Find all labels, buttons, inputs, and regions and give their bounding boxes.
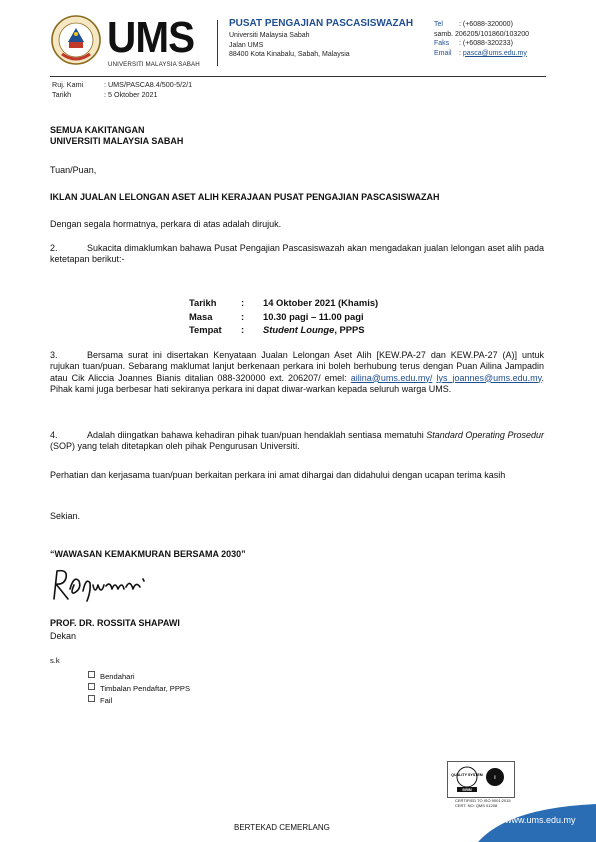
detail-time-value: 10.30 pagi – 11.00 pagi	[263, 310, 364, 322]
detail-colon-1: :	[241, 297, 245, 308]
cert-sirim-label: SIRIM	[462, 788, 472, 792]
checkbox-icon	[88, 671, 95, 678]
para-2-number: 2.	[50, 243, 58, 253]
ums-crest-logo	[50, 12, 102, 70]
detail-place-rest: , PPPS	[334, 324, 365, 335]
detail-place-label: Tempat	[189, 324, 222, 335]
contact-block	[434, 20, 529, 58]
checkbox-icon	[88, 695, 95, 702]
paragraph-3	[50, 350, 544, 395]
intro-paragraph: Dengan segala hormatnya, perkara di atas adalah dirujuk.	[50, 219, 282, 229]
email-ailina-link[interactable]: ailina@ums.edu.my/	[350, 372, 433, 383]
detail-date-label: Tarikh	[189, 297, 217, 308]
ums-logo-wordmark: UMS	[107, 13, 195, 62]
header-divider	[217, 20, 218, 66]
cc-item	[88, 695, 190, 707]
para-3-number: 3.	[50, 350, 58, 360]
cert-line-2: CERT. NO: QMS 01208	[455, 803, 498, 808]
tel-label: Tel	[434, 21, 443, 28]
institution-address	[229, 31, 350, 60]
ums-logo-subtext: UNIVERSITI MALAYSIA SABAH	[108, 61, 200, 68]
para-4-number: 4.	[50, 430, 58, 440]
fax-label: Faks	[434, 40, 450, 47]
cc-item-label: Bendahari	[100, 672, 135, 681]
email-separator: :	[459, 49, 461, 57]
footer-website-link[interactable]: www.ums.edu.my	[505, 815, 576, 825]
checkbox-icon	[88, 683, 95, 690]
footer-slogan: BERTEKAD CEMERLANG	[234, 823, 330, 832]
closing-paragraph: Perhatian dan kerjasama tuan/puan berkaitan perkara ini amat dihargai dan didahului dengan ucapan terima kasih	[50, 470, 506, 480]
signatory-title: Dekan	[50, 631, 77, 641]
ext-label: samb.	[434, 30, 454, 38]
ruj-value: : UMS/PASCA8.4/500-5/2/1	[104, 80, 193, 89]
date-label: Tarikh	[52, 89, 72, 99]
motto-text: “WAWASAN KEMAKMURAN BERSAMA 2030”	[50, 549, 246, 559]
email-link[interactable]: pasca@ums.edu.my	[462, 49, 527, 57]
address-line-1: Universiti Malaysia Sabah	[229, 32, 310, 39]
detail-colon-3: :	[241, 324, 245, 335]
cert-line-1: CERTIFIED TO ISO 9001:2015	[455, 798, 511, 803]
detail-place-italic: Student Lounge	[263, 324, 335, 335]
email-label: Email	[434, 49, 452, 57]
date-value: : 5 Oktober 2021	[104, 89, 158, 99]
cert-quality-label: QUALITY SYSTEM	[451, 773, 483, 777]
para-3-text-2: . Pihak kami juga berbesar hati sekiranya perkara ini dapat diwar-warkan kepada seluruh warga UMS.	[50, 372, 544, 394]
para-2-text: Sukacita dimaklumkan bahawa Pusat Pengajian Pascasiswazah akan mengadakan jualan lelongan aset alih pada ketetapan berikut:-	[50, 243, 544, 265]
reference-block	[52, 80, 192, 99]
header-rule	[50, 76, 546, 77]
signatory-name: PROF. DR. ROSSITA SHAPAWI	[50, 618, 180, 628]
recipient-line-2: UNIVERSITI MALAYSIA SABAH	[50, 136, 184, 147]
para-3-text-1: Bersama surat ini disertakan Kenyataan Jualan Lelongan Aset Alih [KEW.PA-27 dan KEW.PA-27 (A)] untuk rujukan tuan/puan. Sebarang maklumat lanjut berkenaan perkara ini boleh berhubung terus dengan Puan Ailina Jampadin atau Cik Aliccia Joannes Bianis ditalian 088-320000 ext. 206207/ emel:	[50, 350, 544, 383]
ruj-label: Ruj. Kami	[52, 80, 84, 89]
cc-label: s.k	[50, 656, 60, 665]
detail-colon-2: :	[241, 310, 245, 322]
para-4-text-1: Adalah diingatkan bahawa kehadiran pihak tuan/puan hendaklah sentiasa mematuhi	[87, 430, 427, 440]
auction-details	[189, 296, 378, 337]
cc-item-label: Fail	[100, 695, 113, 705]
subject-line: IKLAN JUALAN LELONGAN ASET ALIH KERAJAAN PUSAT PENGAJIAN PASCASISWAZAH	[50, 192, 440, 202]
recipient-line-1: SEMUA KAKITANGAN	[50, 125, 145, 135]
svg-text:i: i	[494, 775, 496, 781]
para-4-text-2: (SOP) yang telah ditetapkan oleh pihak Pengurusan Universiti.	[50, 441, 300, 452]
signature-image	[48, 565, 163, 605]
institution-name: PUSAT PENGAJIAN PASCASISWAZAH	[229, 18, 414, 29]
paragraph-4	[50, 430, 544, 453]
cc-list	[88, 671, 190, 706]
tel-value: : (+6088-320000)	[459, 21, 513, 28]
para-4-italic: Standard Operating Prosedur	[426, 430, 544, 440]
fax-value: : (+6088-320233)	[459, 40, 513, 47]
cc-item-label: Timbalan Pendaftar, PPPS	[100, 683, 191, 693]
paragraph-2	[50, 243, 544, 266]
detail-time-label: Masa	[189, 310, 213, 322]
cc-item	[88, 683, 190, 695]
email-lys-link[interactable]: lys_joannes@ums.edu.my	[436, 372, 542, 383]
address-line-2: Jalan UMS	[229, 41, 264, 49]
address-line-3: 88400 Kota Kinabalu, Sabah, Malaysia	[229, 51, 350, 58]
detail-date-value: 14 Oktober 2021 (Khamis)	[263, 297, 379, 308]
salutation: Tuan/Puan,	[50, 165, 97, 175]
cc-item	[88, 671, 190, 683]
sekian-text: Sekian.	[50, 511, 81, 521]
ext-value: 206205/101860/103200	[455, 30, 529, 38]
recipient-block	[50, 125, 183, 148]
